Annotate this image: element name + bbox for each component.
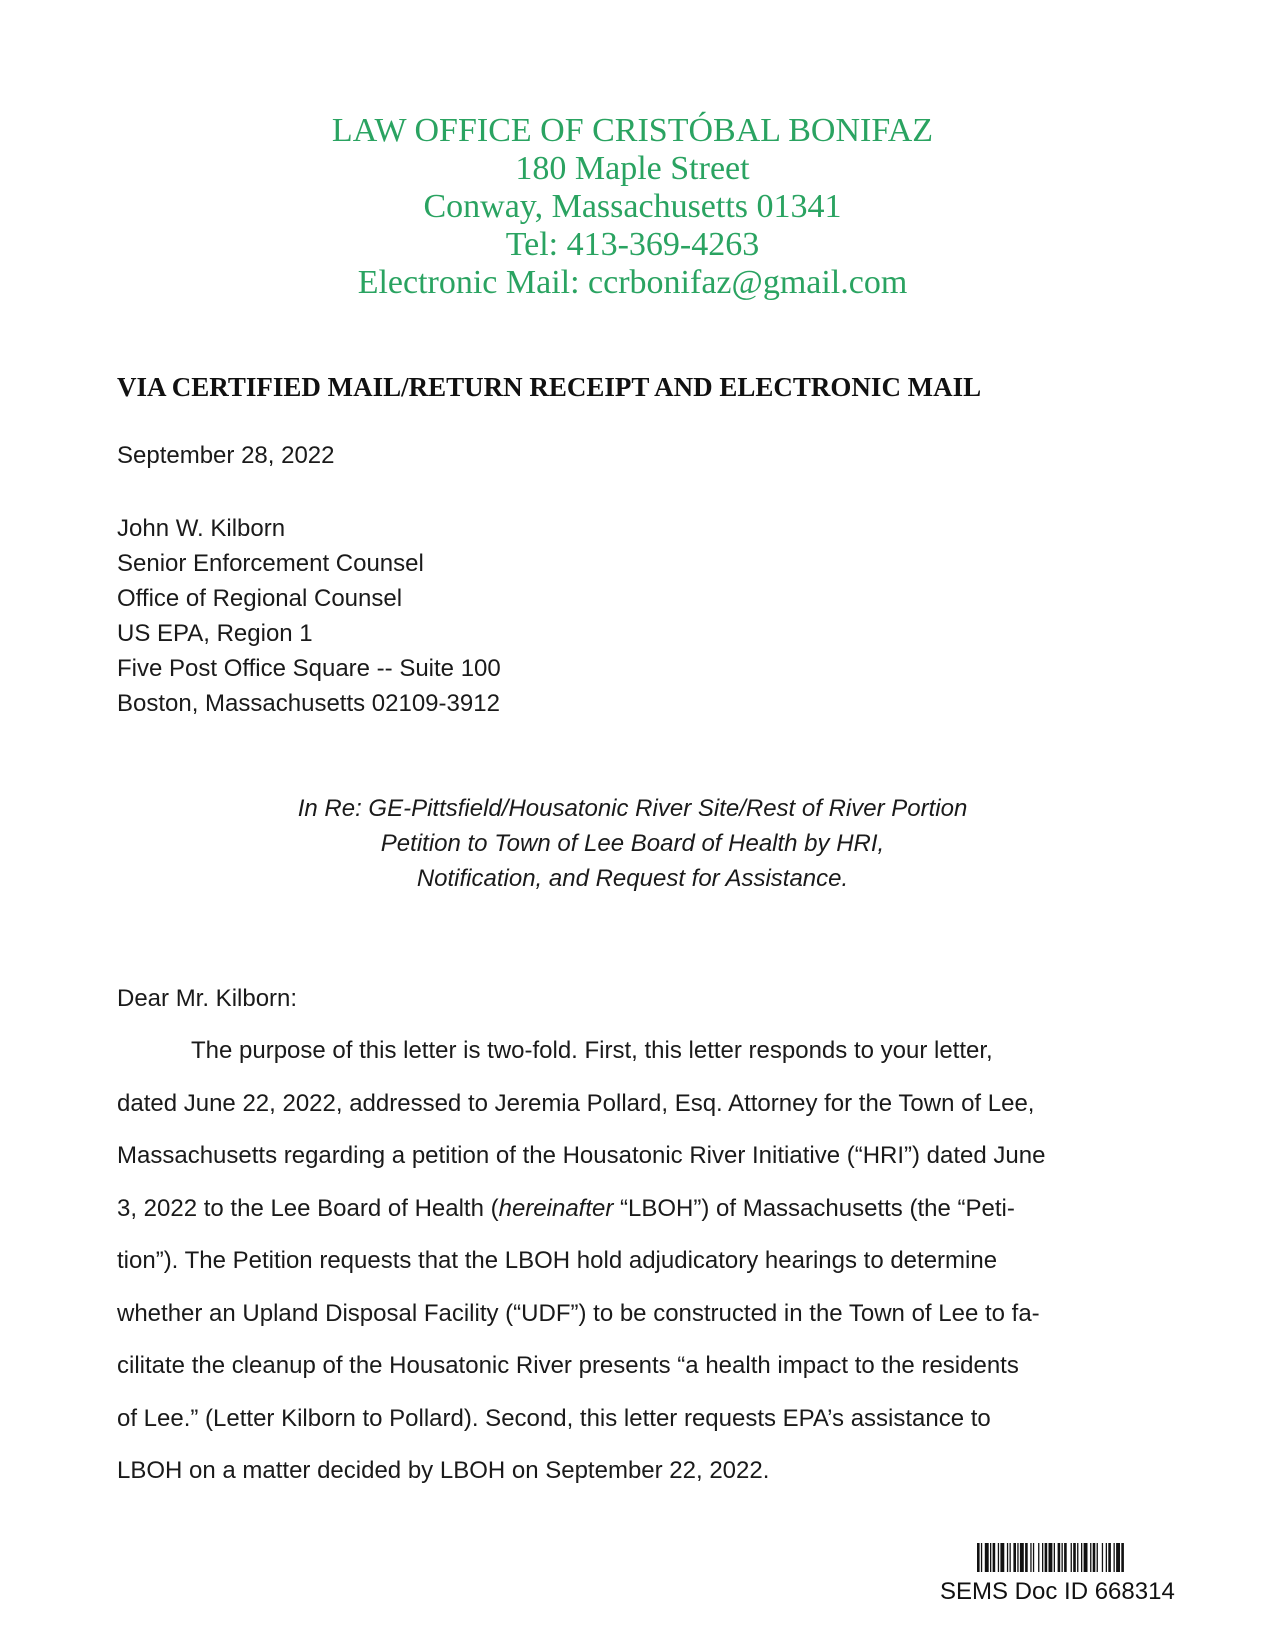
letter-date: September 28, 2022	[117, 442, 335, 469]
barcode-bar	[998, 1543, 999, 1572]
barcode-bar	[1106, 1543, 1107, 1572]
barcode-bar	[1042, 1543, 1043, 1572]
body-line: Massachusetts regarding a petition of the Housatonic River Initiative (“HRI”) dated June	[117, 1142, 1046, 1169]
body-line: LBOH on a matter decided by LBOH on September 22, 2022.	[117, 1457, 770, 1484]
delivery-method: VIA CERTIFIED MAIL/RETURN RECEIPT AND ELECTRONIC MAIL	[117, 372, 982, 402]
recipient-address	[117, 511, 501, 721]
body-line: dated June 22, 2022, addressed to Jeremia Pollard, Esq. Attorney for the Town of Lee,	[117, 1089, 1035, 1117]
barcode-bar	[1030, 1543, 1031, 1572]
barcode-bar	[1038, 1543, 1039, 1572]
firm-city: Conway, Massachusetts 01341	[423, 188, 842, 225]
body-line: whether an Upland Disposal Facility (“UDF”) to be constructed in the Town of Lee to fa-	[117, 1299, 1040, 1327]
recipient-line: Office of Regional Counsel	[117, 585, 403, 612]
body-line	[117, 1193, 1157, 1246]
barcode-bar	[1064, 1543, 1067, 1572]
firm-street: 180 Maple Street	[515, 150, 750, 187]
salutation: Dear Mr. Kilborn:	[117, 985, 298, 1012]
barcode-bar	[1102, 1543, 1103, 1572]
re-line-text: In Re: GE-Pittsfield/Housatonic River Site/Rest of River Portion	[297, 795, 968, 822]
barcode-bar	[1062, 1543, 1063, 1572]
barcode-bar	[1013, 1543, 1016, 1572]
barcode-bar	[1017, 1543, 1018, 1572]
recipient-line: John W. Kilborn	[117, 515, 286, 542]
firm-name: LAW OFFICE OF CRISTÓBAL BONIFAZ	[331, 112, 934, 149]
letterhead	[0, 112, 1265, 302]
emphasis-text: hereinafter	[498, 1194, 614, 1222]
barcode-bar	[1033, 1543, 1034, 1572]
recipient-line: Senior Enforcement Counsel	[117, 550, 424, 577]
body-line: cilitate the cleanup of the Housatonic River presents “a health impact to the residents	[117, 1352, 1019, 1379]
barcode-bar	[1097, 1543, 1098, 1572]
barcode-bar	[1121, 1543, 1124, 1572]
body-text: “LBOH”) of Massachusetts (the “Peti-	[613, 1194, 1015, 1222]
body-paragraph	[117, 1035, 1157, 1508]
body-text: 3, 2022 to the Lee Board of Health (	[117, 1194, 499, 1222]
recipient-line: Five Post Office Square -- Suite 100	[117, 655, 501, 682]
re-line-text: Petition to Town of Lee Board of Health by HRI,	[380, 830, 885, 857]
re-line	[0, 791, 1265, 896]
re-line-text: Notification, and Request for Assistance.	[416, 865, 849, 892]
barcode-bar	[1020, 1543, 1024, 1572]
barcode-bar	[1000, 1543, 1004, 1572]
barcode-bar	[1116, 1543, 1120, 1572]
body-line: tion”). The Petition requests that the LBOH hold adjudicatory hearings to determine	[117, 1247, 998, 1274]
barcode-bar	[1093, 1543, 1096, 1572]
recipient-line: Boston, Massachusetts 02109-3912	[117, 690, 500, 717]
body-line: The purpose of this letter is two-fold. First, this letter responds to your letter,	[191, 1037, 993, 1064]
barcode-bar	[1049, 1543, 1053, 1572]
barcode-bar	[1108, 1543, 1111, 1572]
barcode-bar	[1077, 1543, 1078, 1572]
document-id: SEMS Doc ID 668314	[940, 1578, 1175, 1605]
body-line: of Lee.” (Letter Kilborn to Pollard). Second, this letter requests EPA’s assistance to	[117, 1404, 991, 1432]
barcode-bar	[1025, 1543, 1028, 1572]
firm-email: Electronic Mail: ccrbonifaz@gmail.com	[357, 264, 908, 301]
barcode-image	[977, 1543, 1170, 1572]
barcode-bar	[1010, 1543, 1011, 1572]
barcode-bar	[1090, 1543, 1091, 1572]
barcode-bar	[977, 1543, 980, 1572]
barcode-bar	[1081, 1543, 1082, 1572]
barcode-bar	[1084, 1543, 1088, 1572]
barcode-bar	[1058, 1543, 1061, 1572]
barcode-bar	[1054, 1543, 1055, 1572]
barcode-bar	[990, 1543, 991, 1572]
barcode-bar	[1071, 1543, 1072, 1572]
firm-phone: Tel: 413-369-4263	[505, 226, 760, 263]
recipient-line: US EPA, Region 1	[117, 620, 313, 647]
barcode-bar	[993, 1543, 996, 1572]
barcode-bar	[1007, 1543, 1008, 1572]
barcode-bar	[1073, 1543, 1076, 1572]
barcode-bar	[1114, 1543, 1115, 1572]
barcode-bar	[985, 1543, 989, 1572]
barcode-bar	[981, 1543, 982, 1572]
barcode-bar	[1045, 1543, 1048, 1572]
